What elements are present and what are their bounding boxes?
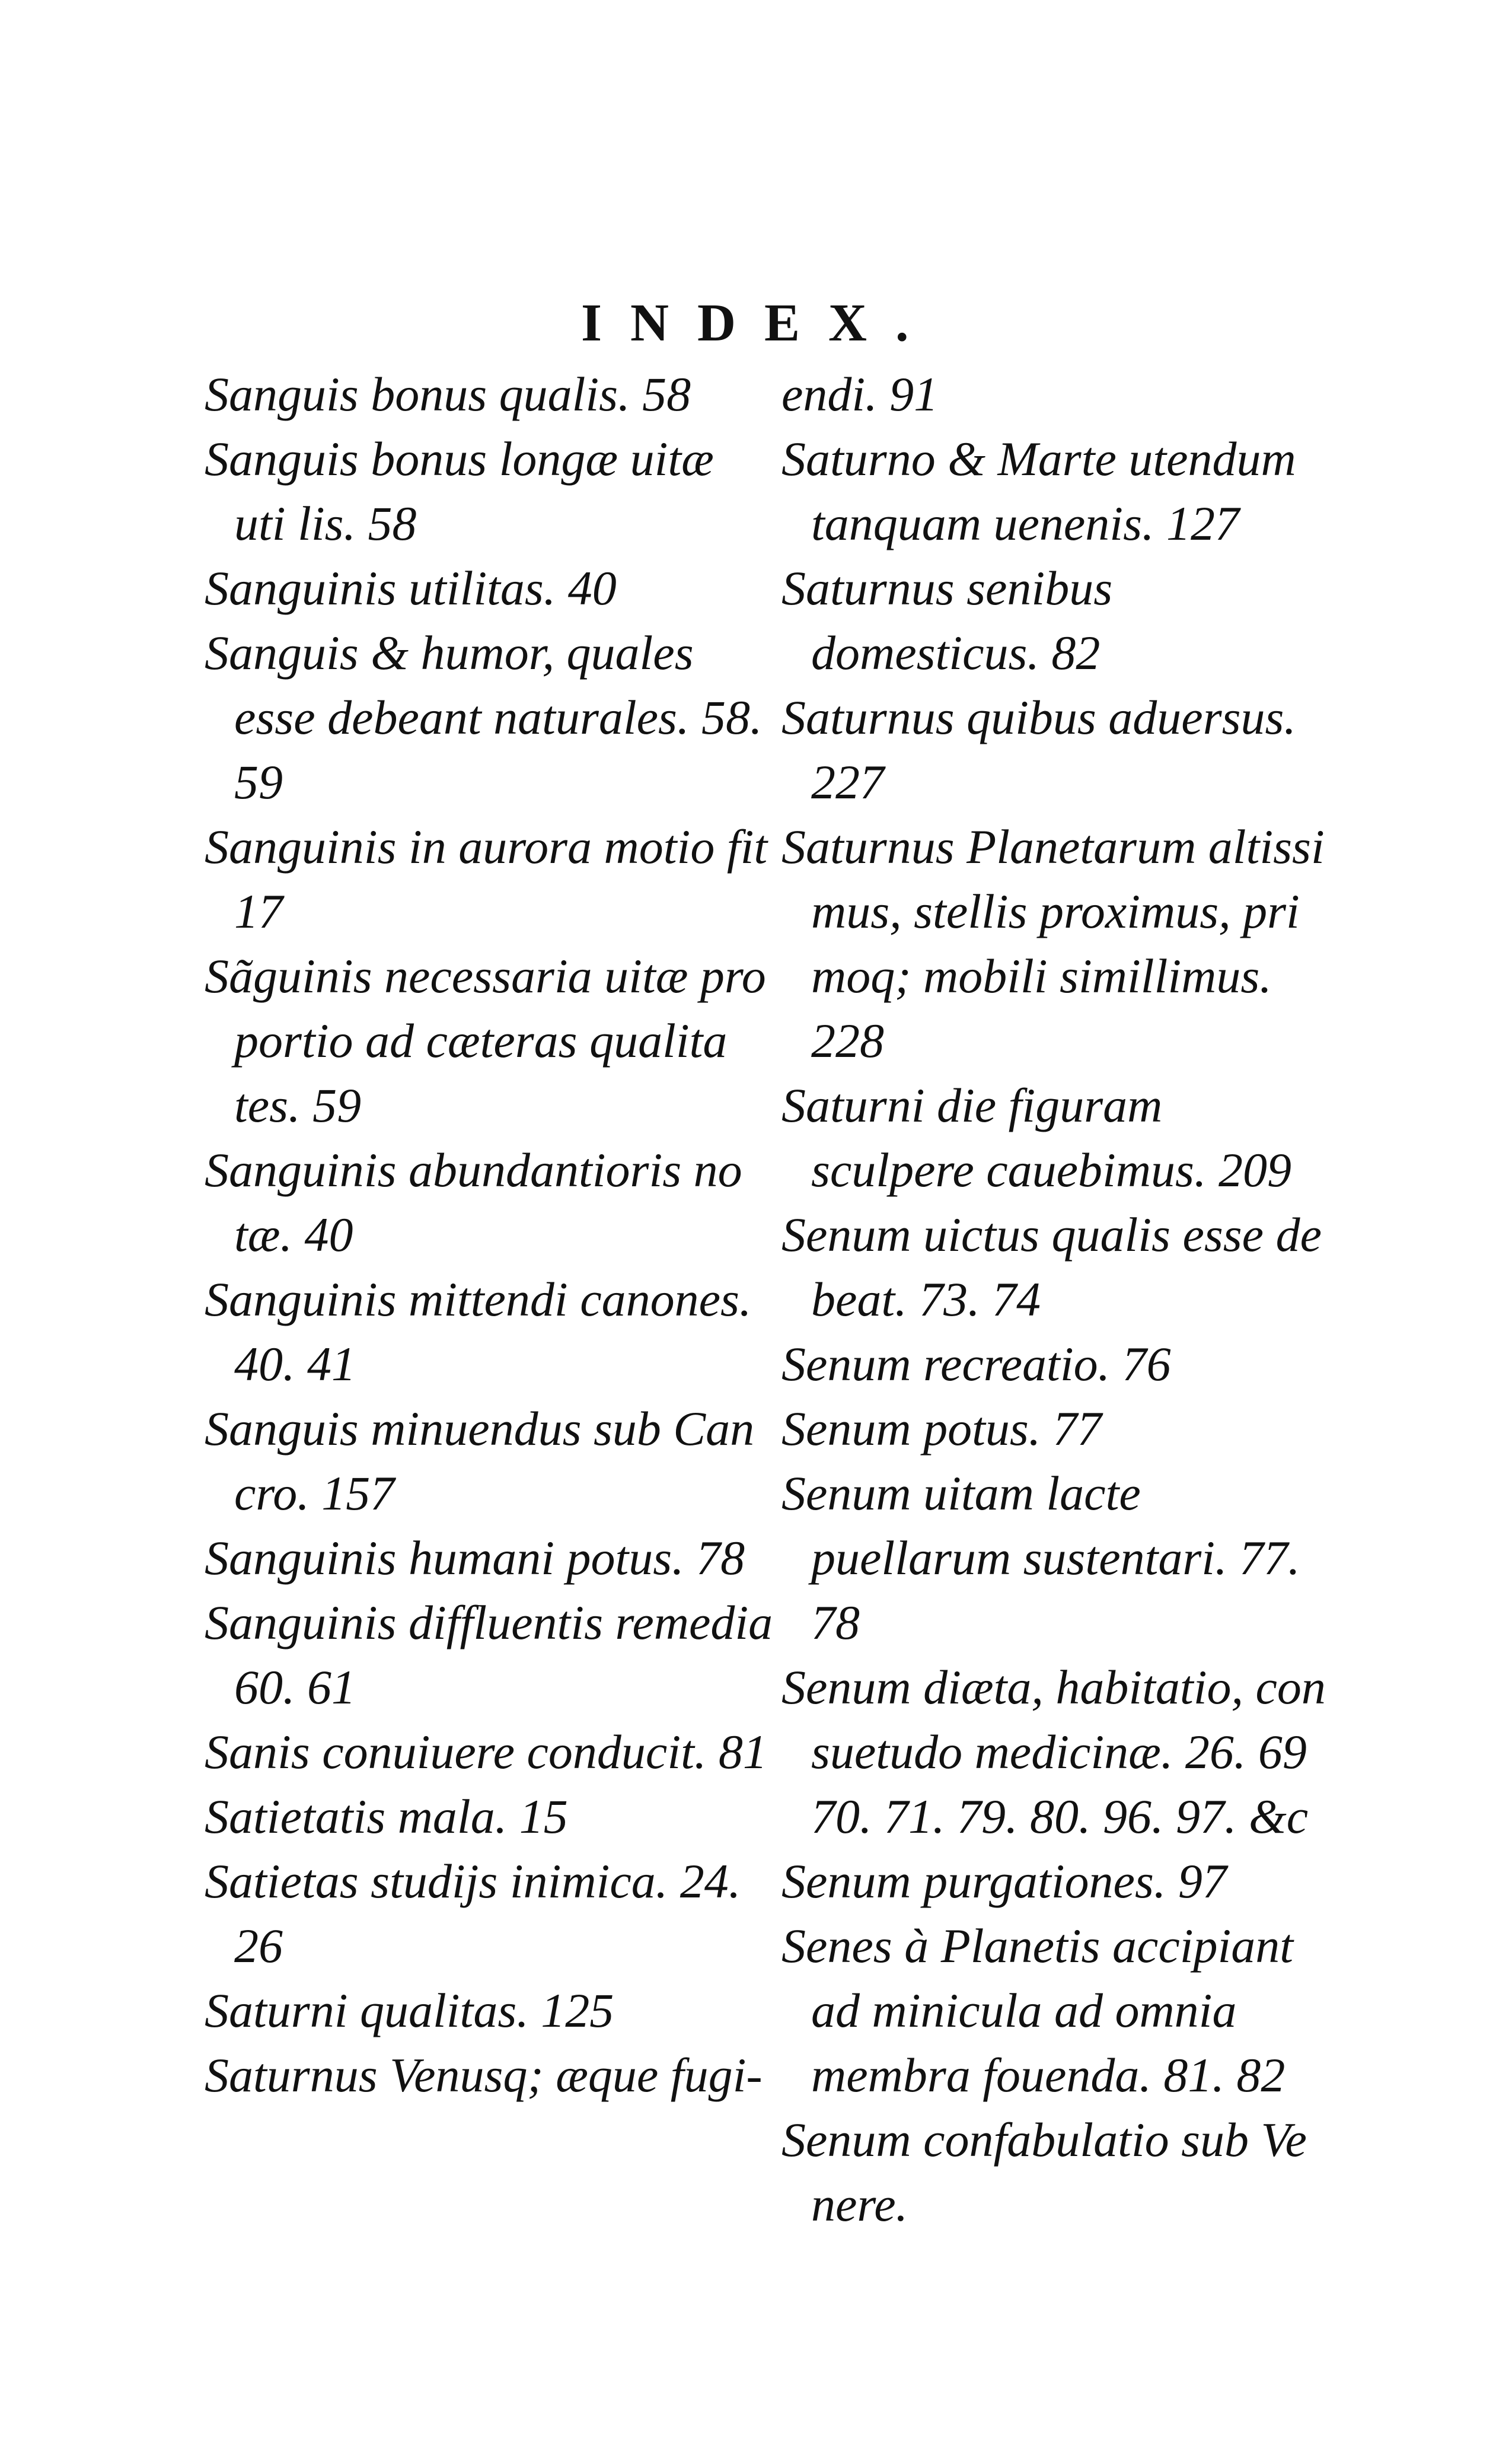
left-index-column <box>205 362 774 2107</box>
index-entry: Saturno & Marte utendum tanquam uenenis. 127 <box>781 432 1296 550</box>
index-entry: Senum uictus qualis esse de beat. 73. 74 <box>781 1208 1322 1326</box>
right-index-column <box>781 362 1333 2237</box>
index-entry: Sanis conuiuere conducit. 81 <box>205 1725 767 1779</box>
index-entry: Sanguinis mittendi canones. 40. 41 <box>205 1272 752 1391</box>
index-entry: Senum potus. 77 <box>781 1402 1102 1456</box>
index-entry: Senum uitam lacte puellarum sustentari. 77. 78 <box>781 1466 1300 1649</box>
index-entry: Saturnus Venusq; æque fugi- <box>205 2048 763 2102</box>
index-entry: Sanguis & humor, quales esse debeant naturales. 58. 59 <box>205 626 763 809</box>
index-entry: Sanguinis in aurora motio fit 17 <box>205 820 768 938</box>
index-entry: Sanguis bonus longæ uitæ uti lis. 58 <box>205 432 714 550</box>
index-entry: Sanguis bonus qualis. 58 <box>205 367 691 421</box>
index-entry: Sanguinis diffluentis remedia 60. 61 <box>205 1596 773 1714</box>
index-entry: Saturnus senibus domesticus. 82 <box>781 561 1113 680</box>
index-entry: endi. 91 <box>781 367 939 421</box>
index-entry: Senum confabulatio sub Ve nere. <box>781 2113 1307 2231</box>
index-entry: Sanguinis utilitas. 40 <box>205 561 617 615</box>
index-entry: Saturni qualitas. 125 <box>205 1983 614 2037</box>
index-entry: Sanguis minuendus sub Can cro. 157 <box>205 1402 755 1520</box>
index-entry: Sanguinis abundantioris no tæ. 40 <box>205 1143 742 1262</box>
index-entry: Sãguinis necessaria uitæ pro portio ad cæteras qualita tes. 59 <box>205 949 766 1132</box>
index-entry: Senes à Planetis accipiant ad minicula ad omnia membra fouenda. 81. 82 <box>781 1919 1294 2102</box>
index-entry: Senum recreatio. 76 <box>781 1337 1171 1391</box>
page-heading: INDEX. <box>581 294 937 352</box>
index-entry: Senum purgationes. 97 <box>781 1854 1227 1908</box>
index-entry: Saturni die figuram sculpere cauebimus. 209 <box>781 1078 1291 1197</box>
index-entry: Saturnus quibus aduersus. 227 <box>781 690 1296 809</box>
index-entry: Saturnus Planetarum altissi mus, stellis proximus, pri moq; mobili simillimus. 228 <box>781 820 1325 1068</box>
index-entry: Senum diæta, habitatio, con suetudo medicinæ. 26. 69 70. 71. 79. 80. 96. 97. &c <box>781 1660 1326 1843</box>
index-entry: Sanguinis humani potus. 78 <box>205 1531 745 1585</box>
index-entry: Satietatis mala. 15 <box>205 1789 568 1843</box>
index-entry: Satietas studijs inimica. 24. 26 <box>205 1854 741 1973</box>
